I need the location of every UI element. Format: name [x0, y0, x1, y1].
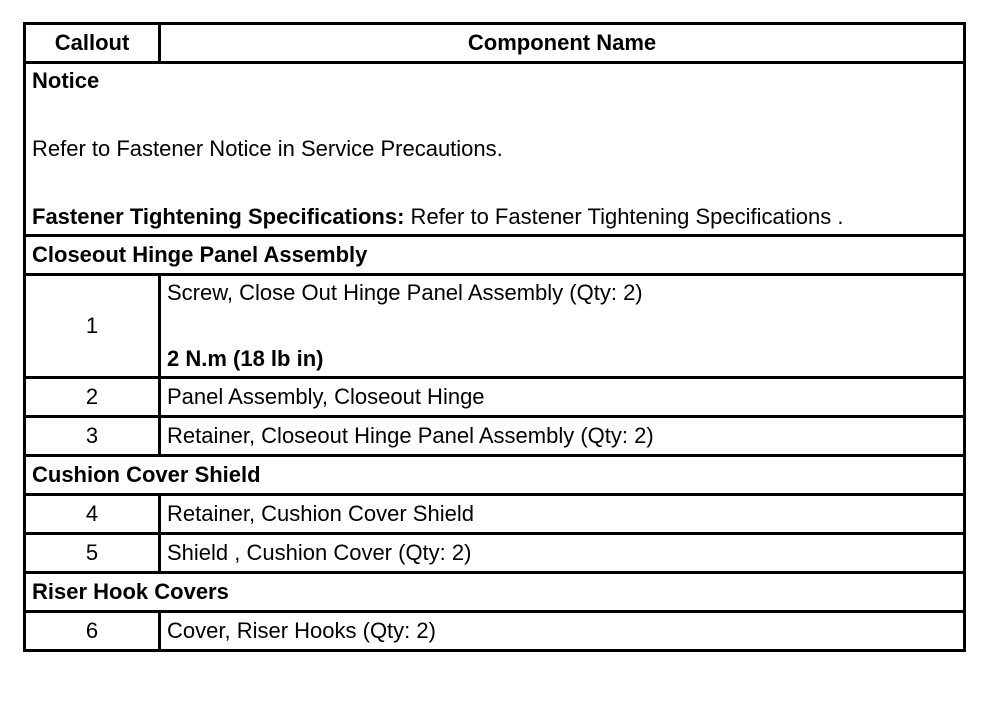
section-title: Cushion Cover Shield	[25, 456, 965, 495]
callout-cell: 2	[25, 378, 160, 417]
notice-row	[25, 63, 965, 236]
table-row	[25, 378, 965, 417]
section-title: Riser Hook Covers	[25, 573, 965, 612]
callout-cell: 4	[25, 495, 160, 534]
callout-cell: 3	[25, 417, 160, 456]
section-title: Closeout Hinge Panel Assembly	[25, 236, 965, 275]
table-row	[25, 417, 965, 456]
component-name-cell: Retainer, Cushion Cover Shield	[160, 495, 965, 534]
component-name-cell: Shield , Cushion Cover (Qty: 2)	[160, 534, 965, 573]
header-component-name: Component Name	[160, 24, 965, 63]
fastener-spec-line	[32, 204, 957, 230]
callout-cell: 6	[25, 612, 160, 651]
section-row-closeout-hinge	[25, 236, 965, 275]
callout-cell: 1	[25, 275, 160, 378]
section-row-cushion-cover-shield	[25, 456, 965, 495]
section-row-riser-hook-covers	[25, 573, 965, 612]
fastener-spec-text: Refer to Fastener Tightening Specifications .	[404, 204, 844, 229]
component-name: Screw, Close Out Hinge Panel Assembly (Qty: 2)	[167, 280, 643, 305]
notice-cell	[25, 63, 965, 236]
table-row	[25, 612, 965, 651]
table-row	[25, 275, 965, 378]
component-name-cell: Retainer, Closeout Hinge Panel Assembly (Qty: 2)	[160, 417, 965, 456]
component-name-cell: Cover, Riser Hooks (Qty: 2)	[160, 612, 965, 651]
header-callout: Callout	[25, 24, 160, 63]
fastener-spec-label: Fastener Tightening Specifications:	[32, 204, 405, 229]
notice-text: Refer to Fastener Notice in Service Precautions.	[32, 136, 503, 161]
component-name-cell	[160, 275, 965, 378]
table-header-row	[25, 24, 965, 63]
table-row	[25, 534, 965, 573]
component-table	[23, 22, 966, 652]
notice-title: Notice	[32, 68, 100, 93]
torque-spec: 2 N.m (18 lb in)	[167, 346, 324, 371]
component-name-cell: Panel Assembly, Closeout Hinge	[160, 378, 965, 417]
callout-cell: 5	[25, 534, 160, 573]
table-row	[25, 495, 965, 534]
